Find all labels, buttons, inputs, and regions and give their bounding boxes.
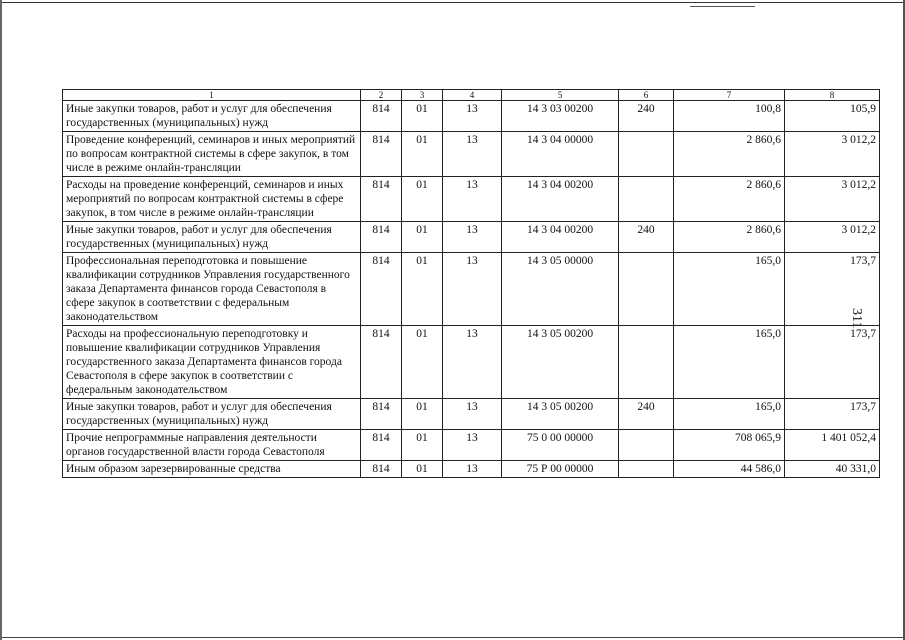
header-cell: 3: [402, 90, 443, 101]
section-cell: 01: [402, 253, 443, 326]
amount-year2-cell: 173,7: [785, 399, 880, 430]
scan-edge-mark: [690, 6, 755, 7]
amount-year2-cell: 173,7: [785, 326, 880, 399]
amount-year1-cell: 708 065,9: [674, 430, 785, 461]
table-row: [63, 101, 880, 132]
scan-edge-bottom: [0, 637, 905, 638]
header-cell: 4: [443, 90, 502, 101]
scan-edge-left: [0, 0, 2, 640]
table-row: [63, 132, 880, 177]
expense-type-cell: [619, 430, 674, 461]
amount-year1-cell: 100,8: [674, 101, 785, 132]
scan-edge-top: [0, 2, 905, 3]
ministry-code-cell: 814: [361, 461, 402, 478]
target-article-cell: 14 3 04 00000: [502, 132, 619, 177]
table-row: [63, 430, 880, 461]
target-article-cell: 14 3 05 00200: [502, 399, 619, 430]
row-name-cell: Прочие непрограммные направления деятельности органов государственной власти города Севастополя: [63, 430, 361, 461]
amount-year2-cell: 3 012,2: [785, 222, 880, 253]
subsection-cell: 13: [443, 461, 502, 478]
table-row: [63, 461, 880, 478]
amount-year2-cell: 3 012,2: [785, 132, 880, 177]
amount-year1-cell: 2 860,6: [674, 177, 785, 222]
header-cell: 8: [785, 90, 880, 101]
target-article-cell: 75 Р 00 00000: [502, 461, 619, 478]
expense-type-cell: [619, 177, 674, 222]
table-row: [63, 177, 880, 222]
expense-type-cell: 240: [619, 222, 674, 253]
expense-type-cell: [619, 253, 674, 326]
target-article-cell: 14 3 05 00000: [502, 253, 619, 326]
section-cell: 01: [402, 326, 443, 399]
subsection-cell: 13: [443, 253, 502, 326]
subsection-cell: 13: [443, 430, 502, 461]
section-cell: 01: [402, 222, 443, 253]
target-article-cell: 75 0 00 00000: [502, 430, 619, 461]
subsection-cell: 13: [443, 101, 502, 132]
amount-year2-cell: 1 401 052,4: [785, 430, 880, 461]
ministry-code-cell: 814: [361, 222, 402, 253]
row-name-cell: Расходы на профессиональную переподготовку и повышение квалификации сотрудников Управления государственного заказа Департамента финансов города Севастополя в сфере закупок в соответствии с федеральным законодательством: [63, 326, 361, 399]
header-cell: 5: [502, 90, 619, 101]
header-cell: 7: [674, 90, 785, 101]
section-cell: 01: [402, 101, 443, 132]
ministry-code-cell: 814: [361, 132, 402, 177]
header-cell: 1: [63, 90, 361, 101]
table-row: [63, 326, 880, 399]
expense-type-cell: 240: [619, 399, 674, 430]
expense-type-cell: 240: [619, 101, 674, 132]
subsection-cell: 13: [443, 132, 502, 177]
expense-type-cell: [619, 461, 674, 478]
amount-year1-cell: 2 860,6: [674, 222, 785, 253]
amount-year1-cell: 165,0: [674, 399, 785, 430]
target-article-cell: 14 3 04 00200: [502, 177, 619, 222]
amount-year2-cell: 173,7: [785, 253, 880, 326]
ministry-code-cell: 814: [361, 430, 402, 461]
target-article-cell: 14 3 04 00200: [502, 222, 619, 253]
table-row: [63, 253, 880, 326]
ministry-code-cell: 814: [361, 253, 402, 326]
budget-table: [62, 89, 880, 478]
section-cell: 01: [402, 177, 443, 222]
target-article-cell: 14 3 03 00200: [502, 101, 619, 132]
row-name-cell: Иные закупки товаров, работ и услуг для обеспечения государственных (муниципальных) нужд: [63, 222, 361, 253]
header-cell: 2: [361, 90, 402, 101]
subsection-cell: 13: [443, 326, 502, 399]
ministry-code-cell: 814: [361, 177, 402, 222]
row-name-cell: Иные закупки товаров, работ и услуг для обеспечения государственных (муниципальных) нужд: [63, 101, 361, 132]
ministry-code-cell: 814: [361, 101, 402, 132]
row-name-cell: Расходы на проведение конференций, семинаров и иных мероприятий по вопросам контрактной системы в сфере закупок, в том числе в режиме онлайн-трансляции: [63, 177, 361, 222]
page-number: 311: [849, 308, 864, 329]
row-name-cell: Проведение конференций, семинаров и иных мероприятий по вопросам контрактной системы в сфере закупок, в том числе в режиме онлайн-трансляции: [63, 132, 361, 177]
amount-year2-cell: 40 331,0: [785, 461, 880, 478]
section-cell: 01: [402, 399, 443, 430]
ministry-code-cell: 814: [361, 326, 402, 399]
ministry-code-cell: 814: [361, 399, 402, 430]
header-cell: 6: [619, 90, 674, 101]
section-cell: 01: [402, 461, 443, 478]
row-name-cell: Иным образом зарезервированные средства: [63, 461, 361, 478]
section-cell: 01: [402, 430, 443, 461]
subsection-cell: 13: [443, 222, 502, 253]
amount-year2-cell: 105,9: [785, 101, 880, 132]
amount-year2-cell: 3 012,2: [785, 177, 880, 222]
subsection-cell: 13: [443, 177, 502, 222]
table-header-row: [63, 90, 880, 101]
amount-year1-cell: 165,0: [674, 326, 785, 399]
table-row: [63, 399, 880, 430]
target-article-cell: 14 3 05 00200: [502, 326, 619, 399]
table-row: [63, 222, 880, 253]
row-name-cell: Иные закупки товаров, работ и услуг для обеспечения государственных (муниципальных) нужд: [63, 399, 361, 430]
section-cell: 01: [402, 132, 443, 177]
amount-year1-cell: 2 860,6: [674, 132, 785, 177]
expense-type-cell: [619, 326, 674, 399]
amount-year1-cell: 165,0: [674, 253, 785, 326]
amount-year1-cell: 44 586,0: [674, 461, 785, 478]
row-name-cell: Профессиональная переподготовка и повышение квалификации сотрудников Управления государственного заказа Департамента финансов города Севастополя в сфере закупок в соответствии с федеральным законодательством: [63, 253, 361, 326]
expense-type-cell: [619, 132, 674, 177]
subsection-cell: 13: [443, 399, 502, 430]
